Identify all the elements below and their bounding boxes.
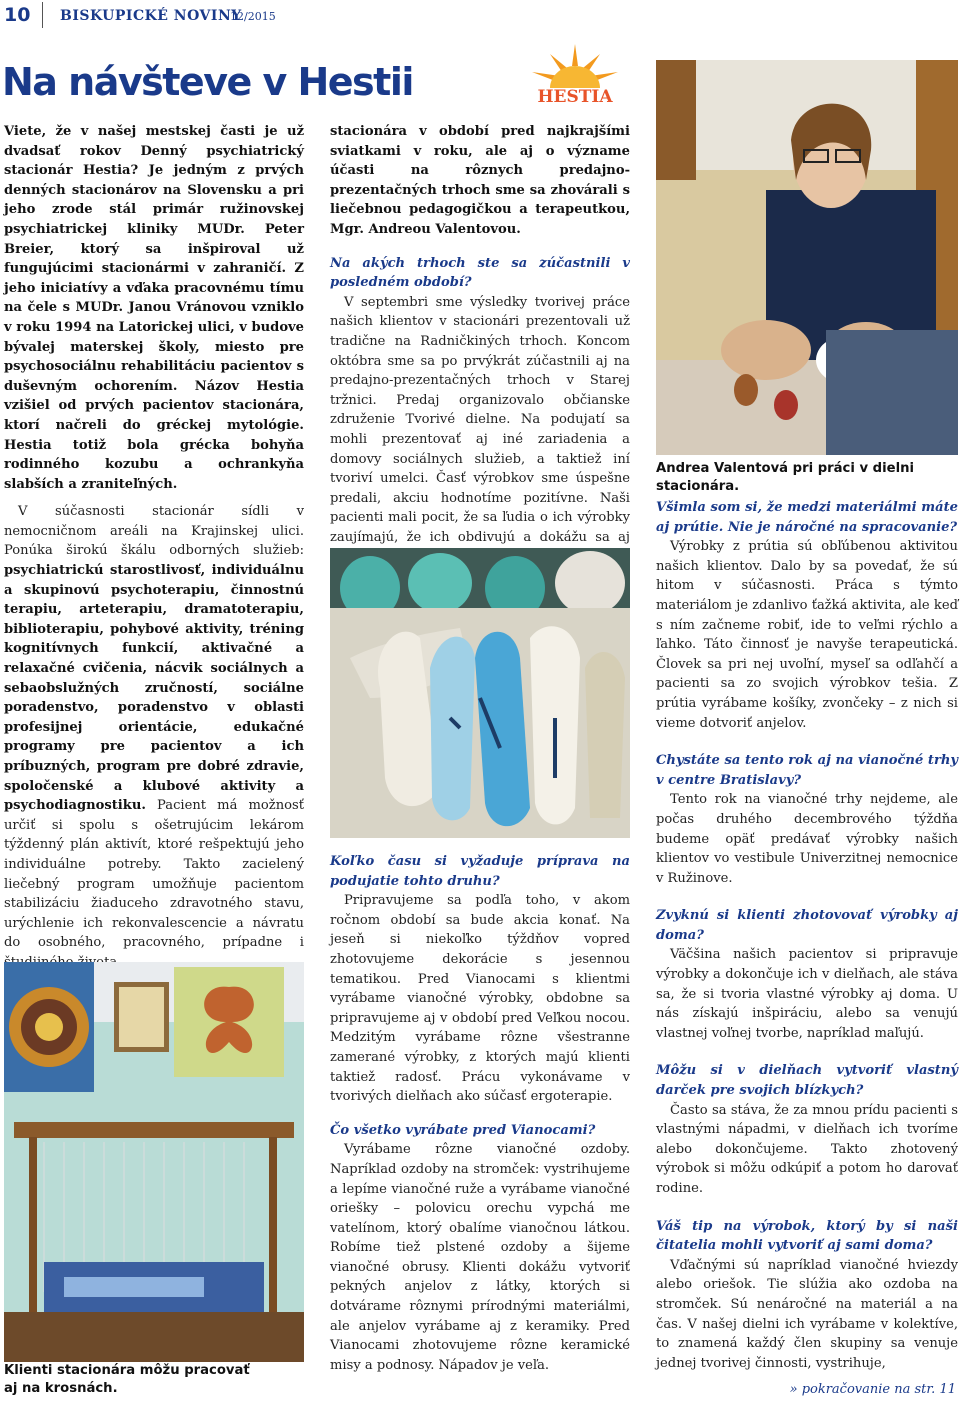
services-paragraph: V súčasnosti stacionár sídli v nemocničnom areáli na Krajinskej ulici. Ponúka širokú škálu odborných služieb: psychiatrickú starostlivosť, individuálnu a skupinovú psychoterapiu, činnostnú terapiu, arteterapiu, dramatoterapiu, biblioterapiu, pohybové aktivity, tréning kognitívnych funkcií, aktivačné a relaxačné cvičenia, nácvik sociálnych a sebaobslužných zručností, sociálne poradenstvo, poradenstvo v oblasti profesijnej orientácie, edukačné programy pre pacientov a ich príbuzných, program pre dobré zdravie, spoločenské a klubové aktivity a psychodiagnostiku. Pacient má možnosť určiť si spolu s ošetrujúcim lekárom týždenný plán aktivít, ktoré rešpektujú jeho individuálne potreby. Takto zacielený liečebný program umožňuje pacientom stabilizáciu žiaduceho zdravotného stavu, urýchlenie ich rekonvalescencie a návratu do osobného, pracovného, prípadne i [4,504,304,951]
answer-8: Vďačnými sú napríklad vianočné hviezdy alebo oriešok. Tie slúžia ako ozdoba na stromček. Sú nenáročné na materiál a na čas. V našej dielni ich vyrábame v kolektíve, to znamená každý člen skupiny sa venuje jednej tvorivej činnosti, vystrihuje, [656,1257,958,1371]
column-1 [4,122,304,1026]
question-7: Môžu si v dielňach vytvoriť vlastný darček pre svojich blízkych? [656,1063,958,1099]
loom-photo-caption: Klienti stacionára môžu pracovať aj na krosnách. [4,1363,250,1396]
loom-photo [4,962,304,1362]
page-number: 10 [4,4,31,26]
column-2-continued [330,852,630,1383]
svg-text:HESTIA: HESTIA [537,87,613,106]
hestia-logo [520,36,630,106]
header-divider [42,2,43,28]
answer-4: Výrobky z prútia sú obľúbenou aktivitou našich klientov. Dalo by sa povedať, že sú hitom v súčasnosti. Práca s týmto materiálom je zdanlivo ťažká aktivita, ale keď s ním začneme robiť, ide to veľmi rýchlo a ľahko. Táto činnosť je navyše terapeutická. Človek sa pri nej uvoľní, myseľ sa odľahčí a pacienti sa zo svojich výrobkov tešia. Z prútia vyrábame košíky, zvončeky – z nich si vieme dotvoriť anjelov. [656,539,958,731]
ceramics-photo [330,548,630,838]
column-3 [656,498,958,1381]
question-2: Koľko času si vyžaduje príprava na podujatie tohto druhu? [330,854,630,889]
question-3: Čo všetko vyrábate pred Vianocami? [330,1122,596,1138]
workshop-photo-caption: Andrea Valentová pri práci v dielni stacionára. [656,461,915,494]
answer-2: Pripravujeme sa podľa toho, v akom ročnom období sa bude akcia konať. Na jeseň si niekoľko týždňov vopred zhotovujeme dekorácie s jesennou tematikou. Pred Vianocami s klientmi vyrábame vianočné výrobky, obdobne sa pripravujeme aj v období pred Veľkou nocou. Medzitým vyrábame rôzne všestranne zamerané výrobky, z ktorých majú klienti taktiež radosť. Prácu vykonávame v tvorivých dielňach ako súčasť ergoterapie. [330,893,630,1105]
intro-paragraph: Viete, že v našej mestskej časti je už dvadsať rokov Denný psychiatrický stacionár Hestia? Je jedným z prvých denných stacionárov na Slovensku a pri jeho zrode stál primár ružinovskej psychiatrickej kliniky MUDr. Peter Breier, ktorý sa inšpiroval už fungujúcimi stacionármi v zahraničí. Z jeho iniciatívy a vďaka pracovnému tímu na čele s MUDr. Janou Vránovou vzniklo v roku 1994 na Latorickej ulici, v budove bývalej materskej školy, miesto pre psychosociálnu rehabilitáciu pacientov s duševným ochorením. Názov Hestia vzišiel od prvých pacientov stacionára, ktorí načreli do gréckej mytológie. Hestia totiž bola grécka bohyňa rodinného kozubu a ochrankyňa slabších a zraniteľných. [4,124,304,492]
newspaper-name: BISKUPICKÉ NOVINY [60,8,242,24]
workshop-photo [656,60,958,455]
page-header [0,0,960,34]
interview-intro: stacionára v období pred najkrajšími sviatkami v roku, ale aj o význame účasti na rôznych predajno-prezentačných trhoch sme sa zhovárali s liečebnou pedagogičkou a terapeutkou, Mgr. Andreou Valentovou. [330,124,630,237]
answer-7: Často sa stáva, že za mnou prídu pacienti s vlastnými nápadmi, v dielňach ich tvoríme alebo dokončujeme. Takto zhotovený výrobok si môžu odkúpiť a potom ho darovať rodine. [656,1102,958,1196]
answer-5: Tento rok na vianočné trhy nejdeme, ale počas druhého decembrového týždňa budeme opäť predávať výrobky našich klientov vo vestibule Univerzitnej nemocnice v Ružinove. [656,792,958,886]
answer-1: V septembri sme výsledky tvorivej práce našich klientov v stacionári prezentovali už tradične na Radničkiných trhoch. Koncom októbra sme sa po prvýkrát zúčastnili aj na predajno-prezentačných trhoch v Starej tržnici. Predaj organizovalo občianske združenie Tvorivé dielne. Na podujatí sa mohli prezentovať aj iné zariadenia a domovy sociálnych služieb, a taktiež iní tvoriví umelci. Časť výrobkov sme úspešne predali, akciu hodnotíme pozitívne. Naši pacienti mali pocit, že sa ľudia o ich výrobky zaujímajú, že ich obdivujú a dokážu sa aj [330,294,630,545]
question-6: Zvyknú si klienti zhotovovať výrobky aj doma? [656,908,958,943]
question-4: Všimla som si, že medzi materiálmi máte aj prútie. Nie je náročné na spracovanie? [656,500,958,535]
continued-link[interactable]: » pokračovanie na str. 11 [789,1382,956,1397]
question-5: Chystáte sa tento rok aj na vianočné trhy v centre Bratislavy? [656,753,958,788]
column-2 [330,122,630,575]
answer-6: Väčšina našich pacientov si pripravuje výrobky a dokončuje ich v dielňach, ale stáva sa, že si tvoria vlastné výrobky aj doma. U nás získajú inšpiráciu, alebo sa venujú vlastnej voľnej tvorbe, napríklad maľujú. [656,947,958,1041]
answer-3: Vyrábame rôzne vianočné ozdoby. Napríklad ozdoby na stromček: vystrihujeme a lepíme vianočné ruže a vyrábame vianočné oriešky – polovicu orechu vypchá me vatelínom, ktorý obalíme vianočnou látkou. Robíme tiež plstené ozdoby a šijeme vianočné obrusy. Klienti dokážu vytvoriť pekných anjelov z látky, ktorých si dotvárame rôznymi prírodnými materiálmi, ale anjelov vyrábame aj z keramiky. Pred Vianocami zhotovujeme rôzne keramické misy a podnosy. Nápadov je veľa. [330,1142,630,1373]
issue-number: 12/2015 [230,10,276,23]
article-title: Na návšteve v Hestii [2,60,413,104]
question-8: Váš tip na výrobok, ktorý by si naši čitatelia mohli vytvoriť aj sami doma? [656,1218,958,1254]
question-1: Na akých trhoch ste sa zúčastnili v posledném období? [330,255,630,291]
